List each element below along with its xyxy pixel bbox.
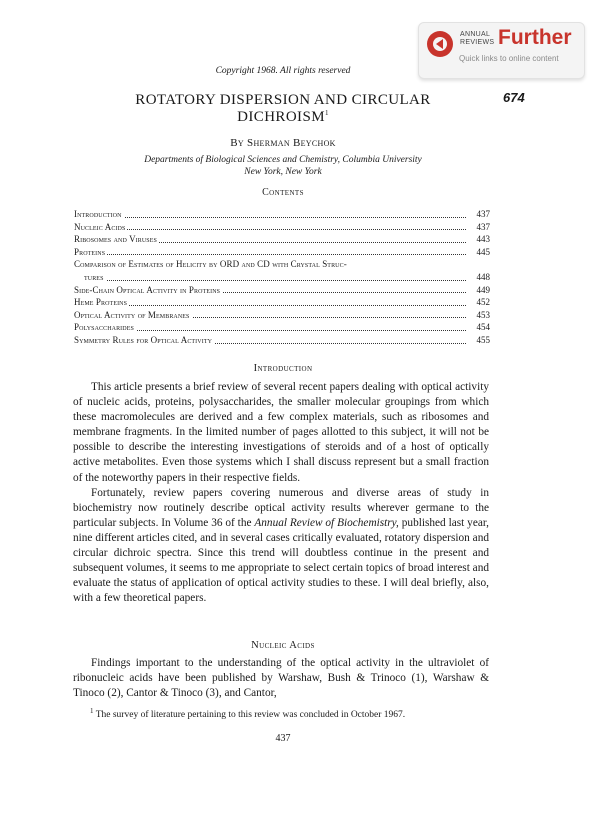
toc-page-number: 449 — [474, 284, 491, 297]
paragraph: This article presents a brief review of several recent papers dealing with optical activity of nucleic acids, proteins, polysaccharides, the smaller molecular groupings from which these macromolecules are derived and a few complex materials, such as ribosomes and membrane fragments. In the limited number of pages allotted to this subject, it will not be possible to describe the interesting investigations of steroids and of a host of optically active metabolites. Even those systems which I shall discuss represent but a small fraction of the noteworthy papers in their respective fields. — [73, 381, 489, 484]
toc-item: Proteins 445 — [74, 246, 490, 257]
copyright-notice: Copyright 1968. All rights reserved — [215, 66, 351, 76]
toc-page-number: 453 — [474, 309, 491, 322]
toc-item: Heme Proteins 452 — [74, 297, 490, 308]
title-footnote-mark: 1 — [324, 109, 329, 117]
toc-page-number: 437 — [474, 208, 491, 221]
author-line: By Sherman Beychok — [230, 137, 336, 149]
toc-page-number: 437 — [474, 221, 491, 234]
toc-item: Polysaccharides 454 — [74, 322, 490, 333]
toc-item: Comparison of Estimates of Helicity by ORD and CD with Crystal Struc- — [74, 259, 347, 270]
title-line-2: DICHROISM$^1$ — [237, 109, 329, 125]
toc-item: Side-Chain Optical Activity in Proteins 449 — [74, 284, 490, 295]
toc-item: tures 448 — [74, 271, 490, 284]
paragraph: Findings important to the understanding of the optical activity in the ultraviolet of ribonucleic acids have been published by Warshaw, Bush & Trinoco (1), Warshaw & Tinoco (2), Cantor & Tinoco (3), and Cantor, — [73, 657, 489, 700]
journal-title: Annual Review of Biochemistry, — [254, 516, 399, 529]
badge-subtitle: Quick links to online content — [459, 54, 559, 63]
affiliation — [0, 154, 566, 178]
toc-item: Ribosomes and Viruses 443 — [74, 234, 490, 245]
paragraph: Fortunately, review papers covering numerous and diverse areas of study in biochemistry now routinely describe optical activity results wherever germane to the particular subjects. In Volume 36 of the Annual Review of Biochemistry, published last year, nine different articles cited, and in several cases critically evaluated, rotatory dispersion and circular dichroic spectra. Since this trend will doubtless continue in the present and subsequent volumes, it seems to me appropriate to select certain topics of broad interest and evaluate the status of application of optical activity studies to these. I will deal briefly, also, with a few theoretical papers. — [73, 486, 489, 605]
toc-item: Symmetry Rules for Optical Activity 455 — [74, 334, 490, 345]
article-title — [0, 92, 566, 126]
toc-page-number: 443 — [474, 233, 491, 246]
affiliation-line-2: New York, New York — [244, 167, 322, 177]
nucleic-acids-body — [73, 656, 489, 701]
affiliation-line-1: Departments of Biological Sciences and Chemistry, Columbia University — [144, 155, 422, 165]
page-stamp: 674 — [503, 90, 525, 105]
annual-reviews-logo-icon — [427, 31, 453, 57]
badge-title: Further — [498, 26, 572, 49]
footnote-mark: 1 — [90, 706, 94, 715]
contents-heading: Contents — [262, 187, 304, 198]
footnote: $^1$ The survey of literature pertaining to this review was concluded in October 1967. — [90, 706, 406, 720]
toc-item: Nucleic Acids 437 — [74, 221, 490, 232]
toc-page-number: 448 — [474, 271, 491, 284]
toc-page-number: 445 — [474, 246, 491, 259]
section-heading-nucleic-acids: Nucleic Acids — [251, 640, 315, 651]
title-line-1: ROTATORY DISPERSION AND CIRCULAR — [135, 92, 431, 108]
page-number: 437 — [275, 733, 291, 744]
toc-page-number: 455 — [474, 334, 491, 347]
toc-item: Optical Activity of Membranes 453 — [74, 309, 490, 320]
introduction-body — [73, 380, 489, 606]
section-heading-introduction: Introduction — [253, 363, 313, 374]
toc-page-number: 454 — [474, 321, 491, 334]
table-of-contents — [74, 208, 490, 347]
toc-page-number: 452 — [474, 296, 491, 309]
publisher-name: ANNUAL REVIEWS — [460, 31, 495, 46]
toc-item: Introduction 437 — [74, 209, 490, 219]
